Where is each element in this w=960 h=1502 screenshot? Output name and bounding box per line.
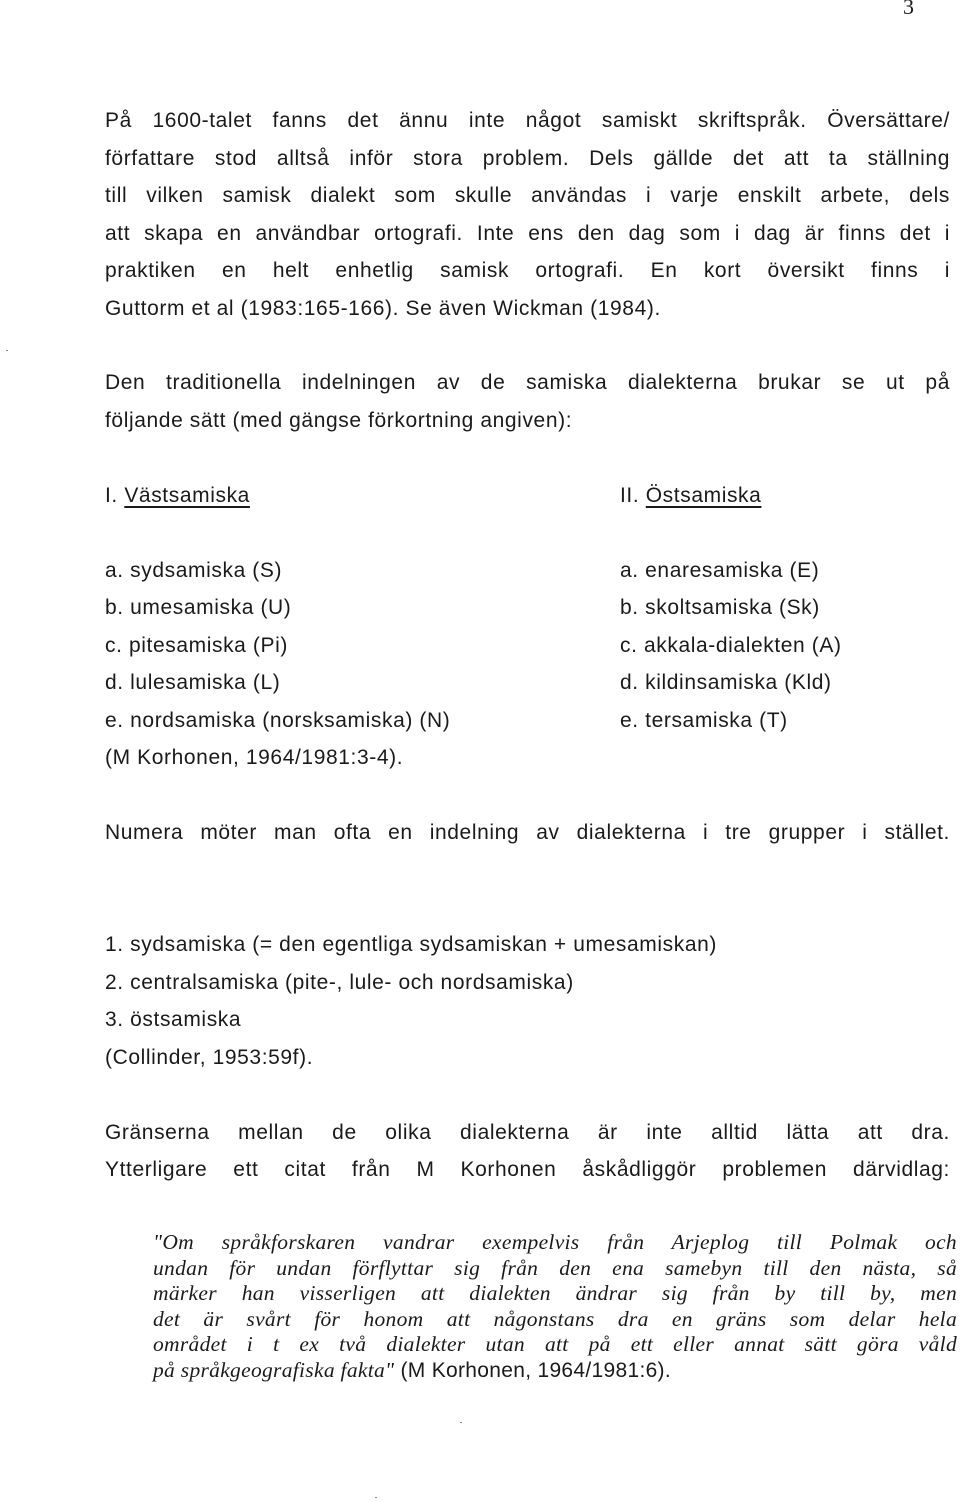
east-list-item: c. akkala-dialekten (A): [620, 634, 842, 657]
quote-line: området i t ex två dialekter utan att på ett eller annat sätt göra våld: [153, 1332, 957, 1356]
east-heading: [620, 485, 761, 506]
para4-line: Gränserna mellan de olika dialekterna är inte alltid lätta att dra.: [105, 1121, 950, 1144]
block-quote: [153, 1230, 957, 1383]
para2-line: Den traditionella indelningen av de samiska dialekterna brukar se ut på: [105, 371, 950, 394]
east-list-item: d. kildinsamiska (Kld): [620, 671, 832, 694]
scan-mark: [460, 1422, 462, 1423]
west-citation: (M Korhonen, 1964/1981:3-4).: [105, 746, 404, 769]
group-list-item: 2. centralsamiska (pite-, lule- och nordsamiska): [105, 971, 574, 994]
para3: Numera möter man ofta en indelning av dialekterna i tre grupper i stället.: [105, 821, 950, 844]
para1-line: författare stod alltså inför stora problem. Dels gällde det att ta ställning: [105, 147, 950, 170]
para1-line: till vilken samisk dialekt som skulle användas i varje enskilt arbete, dels: [105, 184, 950, 207]
west-list-item: b. umesamiska (U): [105, 596, 292, 619]
east-list-item: e. tersamiska (T): [620, 709, 788, 732]
scan-mark: [6, 350, 8, 351]
para2-line: följande sätt (med gängse förkortning angiven):: [105, 409, 573, 432]
west-list-item: c. pitesamiska (Pi): [105, 634, 288, 657]
para1-line: praktiken en helt enhetlig samisk ortografi. En kort översikt finns i: [105, 259, 950, 282]
para4-line: Ytterligare ett citat från M Korhonen åskådliggör problemen därvidlag:: [105, 1158, 950, 1181]
quote-line: "Om språkforskaren vandrar exempelvis från Arjeplog till Polmak och: [153, 1230, 957, 1254]
para1-line: att skapa en användbar ortografi. Inte ens den dag som i dag är finns det i: [105, 222, 950, 245]
group-list-item: 3. östsamiska: [105, 1008, 242, 1031]
east-heading-number: II.: [620, 484, 640, 507]
east-list-item: a. enaresamiska (E): [620, 559, 820, 582]
east-list-item: b. skoltsamiska (Sk): [620, 596, 820, 619]
west-list-item: a. sydsamiska (S): [105, 559, 283, 582]
para1-line: På 1600-talet fanns det ännu inte något samiskt skriftspråk. Översättare/: [105, 109, 950, 132]
quote-line: det är svårt för honom att någonstans dra en gräns som delar hela: [153, 1306, 957, 1331]
quote-line: undan för undan förflyttar sig från den ena samebyn till den nästa, så: [153, 1255, 957, 1280]
quote-last-italic: på språkgeografiska fakta": [153, 1357, 395, 1382]
groups-citation: (Collinder, 1953:59f).: [105, 1046, 314, 1069]
scan-mark: [375, 1497, 377, 1498]
page-number: 3: [903, 0, 914, 19]
quote-line-last: [153, 1358, 957, 1384]
quote-line: märker han visserligen att dialekten ändrar sig från by till by, men: [153, 1281, 957, 1305]
east-heading-label: Östsamiska: [645, 484, 762, 507]
west-heading-number: I.: [105, 484, 118, 507]
west-heading-label: Västsamiska: [124, 484, 250, 507]
west-list-item: d. lulesamiska (L): [105, 671, 281, 694]
west-list-item: e. nordsamiska (norsksamiska) (N): [105, 709, 451, 732]
group-list-item: 1. sydsamiska (= den egentliga sydsamiskan + umesamiskan): [105, 933, 717, 956]
west-heading: [105, 485, 250, 506]
para1-line: Guttorm et al (1983:165-166). Se även Wickman (1984).: [105, 297, 661, 320]
quote-citation: (M Korhonen, 1964/1981:6).: [394, 1358, 671, 1382]
